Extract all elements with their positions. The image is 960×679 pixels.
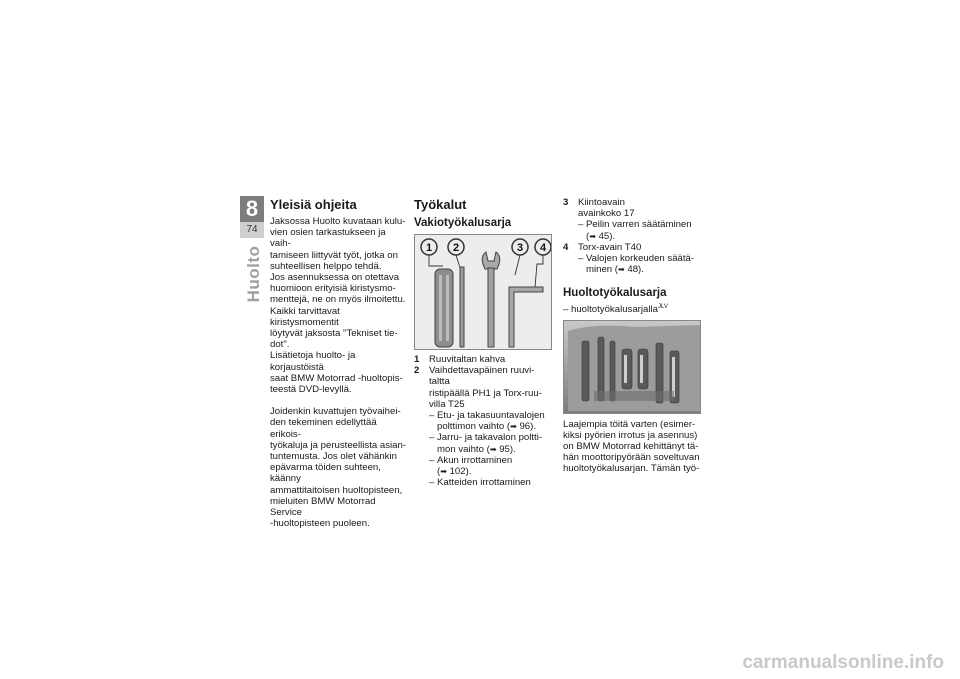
screwdriver-shaft-shape [460,267,464,347]
tool-item-3: 3 Kiintoavain avainkoko 17 – Peilin varren säätäminen (➡ 45). [563,197,703,242]
use-list-item: – Peilin varren säätäminen (➡ 45). [578,219,703,241]
reference-arrow-icon: ➡ [440,467,447,477]
tool-item-1: 1 Ruuvitaltan kahva [414,354,506,365]
general-paragraph-1: Jaksossa Huolto kuvataan kulu- vien osien tarkastukseen ja vaih- tamiseen liittyvät työt, jotka on suhteellisen helppo tehdä. Jos asennuksessa on otettava huomioon erityisiä kiristysmo- menttejä, ne on myös ilmoitettu. Kaikki tarvittavat kiristysmomentit löytyvät jaksosta "Tekniset tie- dot". Lisätietoja huolto- ja korjaustöistä saat BMW Motorrad -huoltopis- teestä DVD-levyllä. [270,216,406,396]
heading-standard-toolkit: Vakiotyökalusarja [414,217,512,229]
tool-item-4: 4 Torx-avain T40 – Valojen korkeuden säätä- minen (➡ 48). [563,242,703,276]
use-list-item: – Akun irrottaminen (➡ 102). [429,455,554,477]
use-list-item: – Katteiden irrottaminen [429,477,554,488]
toolkit-illustration [415,235,552,350]
torx-key-shape [509,287,543,347]
heading-tools: Työkalut [414,197,467,212]
column-service-toolkit [563,197,703,475]
page-reference[interactable]: 45). [598,230,616,242]
use-list-item: – Valojen korkeuden säätä- minen (➡ 48). [578,253,703,275]
heading-service-toolkit: Huoltotyökalusarja [563,287,667,300]
column-general [270,197,408,529]
callout-label-2: 2 [452,242,460,254]
callout-label-1: 1 [425,242,433,254]
page-reference[interactable]: 95). [499,443,516,455]
reference-arrow-icon: ➡ [489,444,497,454]
use-list-item: – Jarru- ja takavalon poltti- mon vaihto (➡ 95). [429,432,554,454]
page-reference[interactable]: 102). [449,466,472,478]
watermark-text: carmanualsonline.info [742,652,944,673]
general-paragraph-2: Joidenkin kuvattujen työvaihei- den tekeminen edellyttää erikois- työkaluja ja perusteellista asian- tuntemusta. Jos olet vähänkin epävarma töiden suhteen, käänny ammattitaitoisen huoltopisteen, mieluiten BMW Motorrad Service -huoltopisteen puoleen. [270,406,406,530]
toolkit-availability: – huoltotyökalusarjalla$^{JLV}$ [563,304,703,315]
open-wrench-head-shape [482,252,500,269]
heading-general-instructions: Yleisiä ohjeita [270,197,357,212]
service-toolkit-photo [564,321,701,414]
chapter-number: 8 [240,196,264,222]
use-list-item: – Etu- ja takasuuntavalojen polttimon vaihto (➡ 96). [429,410,554,432]
reference-arrow-icon: ➡ [510,422,517,432]
callout-label-4: 4 [539,242,547,254]
page-number: 74 [240,222,264,238]
page-reference[interactable]: 48). [627,264,644,276]
chapter-side-label: Huolto [244,245,263,303]
chapter-tab [240,196,264,238]
open-wrench-shaft-shape [488,268,494,347]
tool-item-2: 2 Vaihdettavapäinen ruuvi- taltta ristipäällä PH1 ja Torx-ruu- villa T25 – Etu- ja takasuuntavalojen polttimon vaihto (➡ 96). – Jarru- ja takavalon poltti- mon vaihto (➡ 95). – Akun irrottaminen (➡ 102). – Katteiden irrottaminen [414,365,554,488]
page-reference[interactable]: 96). [519,421,536,433]
column-tools [414,197,554,488]
service-toolkit-figure [563,320,701,414]
screwdriver-handle-shape [435,269,453,347]
reference-arrow-icon: ➡ [618,265,625,275]
service-toolkit-body: Laajempia töitä varten (esimer- kiksi pyörien irrotus ja asennus) on BMW Motorrad kehittänyt tä- hän moottoripyörään soveltuvan huoltotyökalusarjan. Tämän työ- [563,418,700,475]
toolkit-figure [414,234,552,350]
reference-arrow-icon: ➡ [589,231,596,241]
callout-label-3: 3 [516,242,524,254]
